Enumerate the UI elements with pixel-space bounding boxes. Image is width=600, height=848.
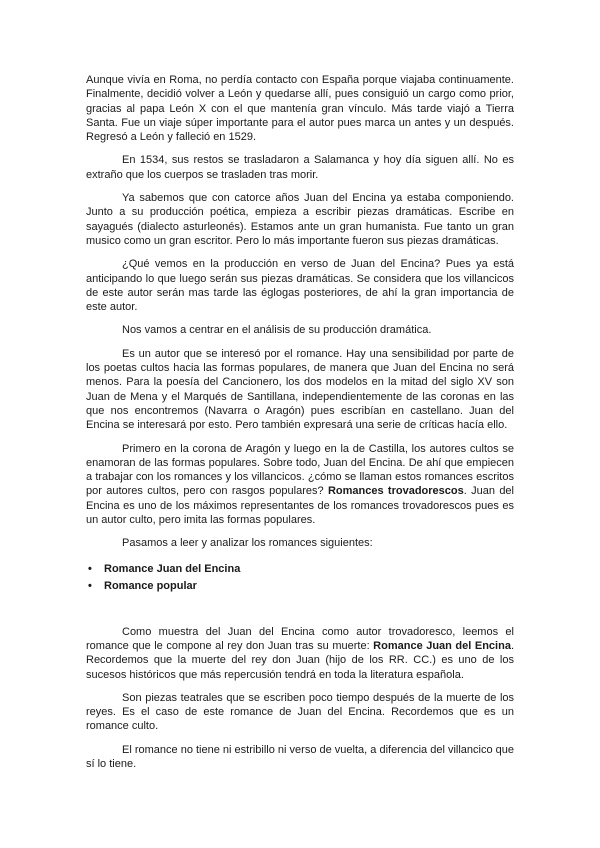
paragraph-early-composition: Ya sabemos que con catorce años Juan del Encina ya estaba componiendo. Junto a su producción poética, empieza a escribir piezas dramáticas. Escribe en sayagués (dialecto asturleonés). Estamos ante un gran humanista. Fue tanto un gran musico como un gran escritor. Pero lo más importante fueron sus piezas dramáticas.	[86, 192, 514, 247]
paragraph-king-juan-romance	[86, 625, 514, 682]
paragraph-troubadour-romances	[86, 442, 514, 528]
document-page	[86, 73, 514, 780]
paragraph-reading-intro: Pasamos a leer y analizar los romances siguientes:	[122, 537, 373, 550]
paragraph-romance-interest: Es un autor que se interesó por el romance. Hay una sensibilidad por parte de los poetas cultos hacia las formas populares, de manera que Juan del Encina no será menos. Para la poesía del Cancionero, los dos modelos en la mitad del siglo XV son Juan de Mena y el Marqués de Santillana, independientemente de las coronas en las que nos encontremos (Navarra o Aragón) pues escribían en castellano. Juan del Encina se interesará por esto. Pero también expresará una serie de críticas hacía ello.	[86, 347, 514, 432]
list-item	[86, 561, 514, 578]
text-segment: . Juan del Encina es uno de los máximos representantes de los romances trovadorescos pues es un autor culto, pero imita las formas populares.	[86, 485, 514, 527]
section-spacer	[86, 595, 514, 625]
bullet-icon: •	[88, 562, 92, 575]
bullet-icon: •	[88, 579, 92, 592]
bold-term-romance-juan-del-encina: Romance Juan del Encina	[373, 639, 511, 652]
text-segment: Primero en la corona de Aragón y luego en la de Castilla, los autores cultos se enamoran de las formas populares. Sobre todo, Juan del Encina. De ahí que empiecen a trabajar con los romances y los villancicos. ¿cómo se llaman estos romances escritos por autores cultos, pero con rasgos populares?	[86, 442, 514, 498]
paragraph-dramatic-focus: Nos vamos a centrar en el análisis de su producción dramática.	[122, 324, 432, 337]
list-item	[86, 578, 514, 595]
paragraph-remains-salamanca: En 1534, sus restos se trasladaron a Salamanca y hoy día siguen allí. No es extraño que los cuerpos se trasladen tras morir.	[86, 154, 514, 181]
paragraph-theatrical-pieces: Son piezas teatrales que se escriben poco tiempo después de la muerte de los reyes. Es el caso de este romance de Juan del Encina. Recordemos que es un romance culto.	[86, 691, 514, 733]
paragraph-rome-travels: Aunque vivía en Roma, no perdía contacto con España porque viajaba continuamente. Finalmente, decidió volver a León y quedarse allí, pues consiguió un cargo como prior, gracias al papa León X con el que mantenía gran vínculo. Más tarde viajó a Tierra Santa. Fue un viaje súper importante para el autor pues marca un antes y un después. Regresó a León y falleció en 1529.	[86, 74, 514, 144]
bold-term-romances-trovadorescos: Romances trovadorescos	[327, 485, 464, 498]
paragraph-no-refrain: El romance no tiene ni estribillo ni verso de vuelta, a diferencia del villancico que sí lo tiene.	[86, 743, 514, 770]
romance-list	[86, 561, 514, 595]
list-item-label: Romance Juan del Encina	[104, 562, 241, 575]
text-segment: Como muestra del Juan del Encina como autor trovadoresco, leemos el romance que le compone al rey don Juan tras su muerte:	[86, 625, 514, 652]
text-segment: . Recordemos que la muerte del rey don Juan (hijo de los RR. CC.) es uno de los sucesos históricos que más repercusión tendrá en toda la literatura española.	[86, 639, 514, 681]
list-item-label: Romance popular	[104, 579, 197, 592]
paragraph-verse-production: ¿Qué vemos en la producción en verso de Juan del Encina? Pues ya está anticipando lo que luego serán sus piezas dramáticas. Se considera que los villancicos de este autor serán mas tarde las églogas posteriores, de ahí la gran importancia de este autor.	[86, 258, 514, 314]
